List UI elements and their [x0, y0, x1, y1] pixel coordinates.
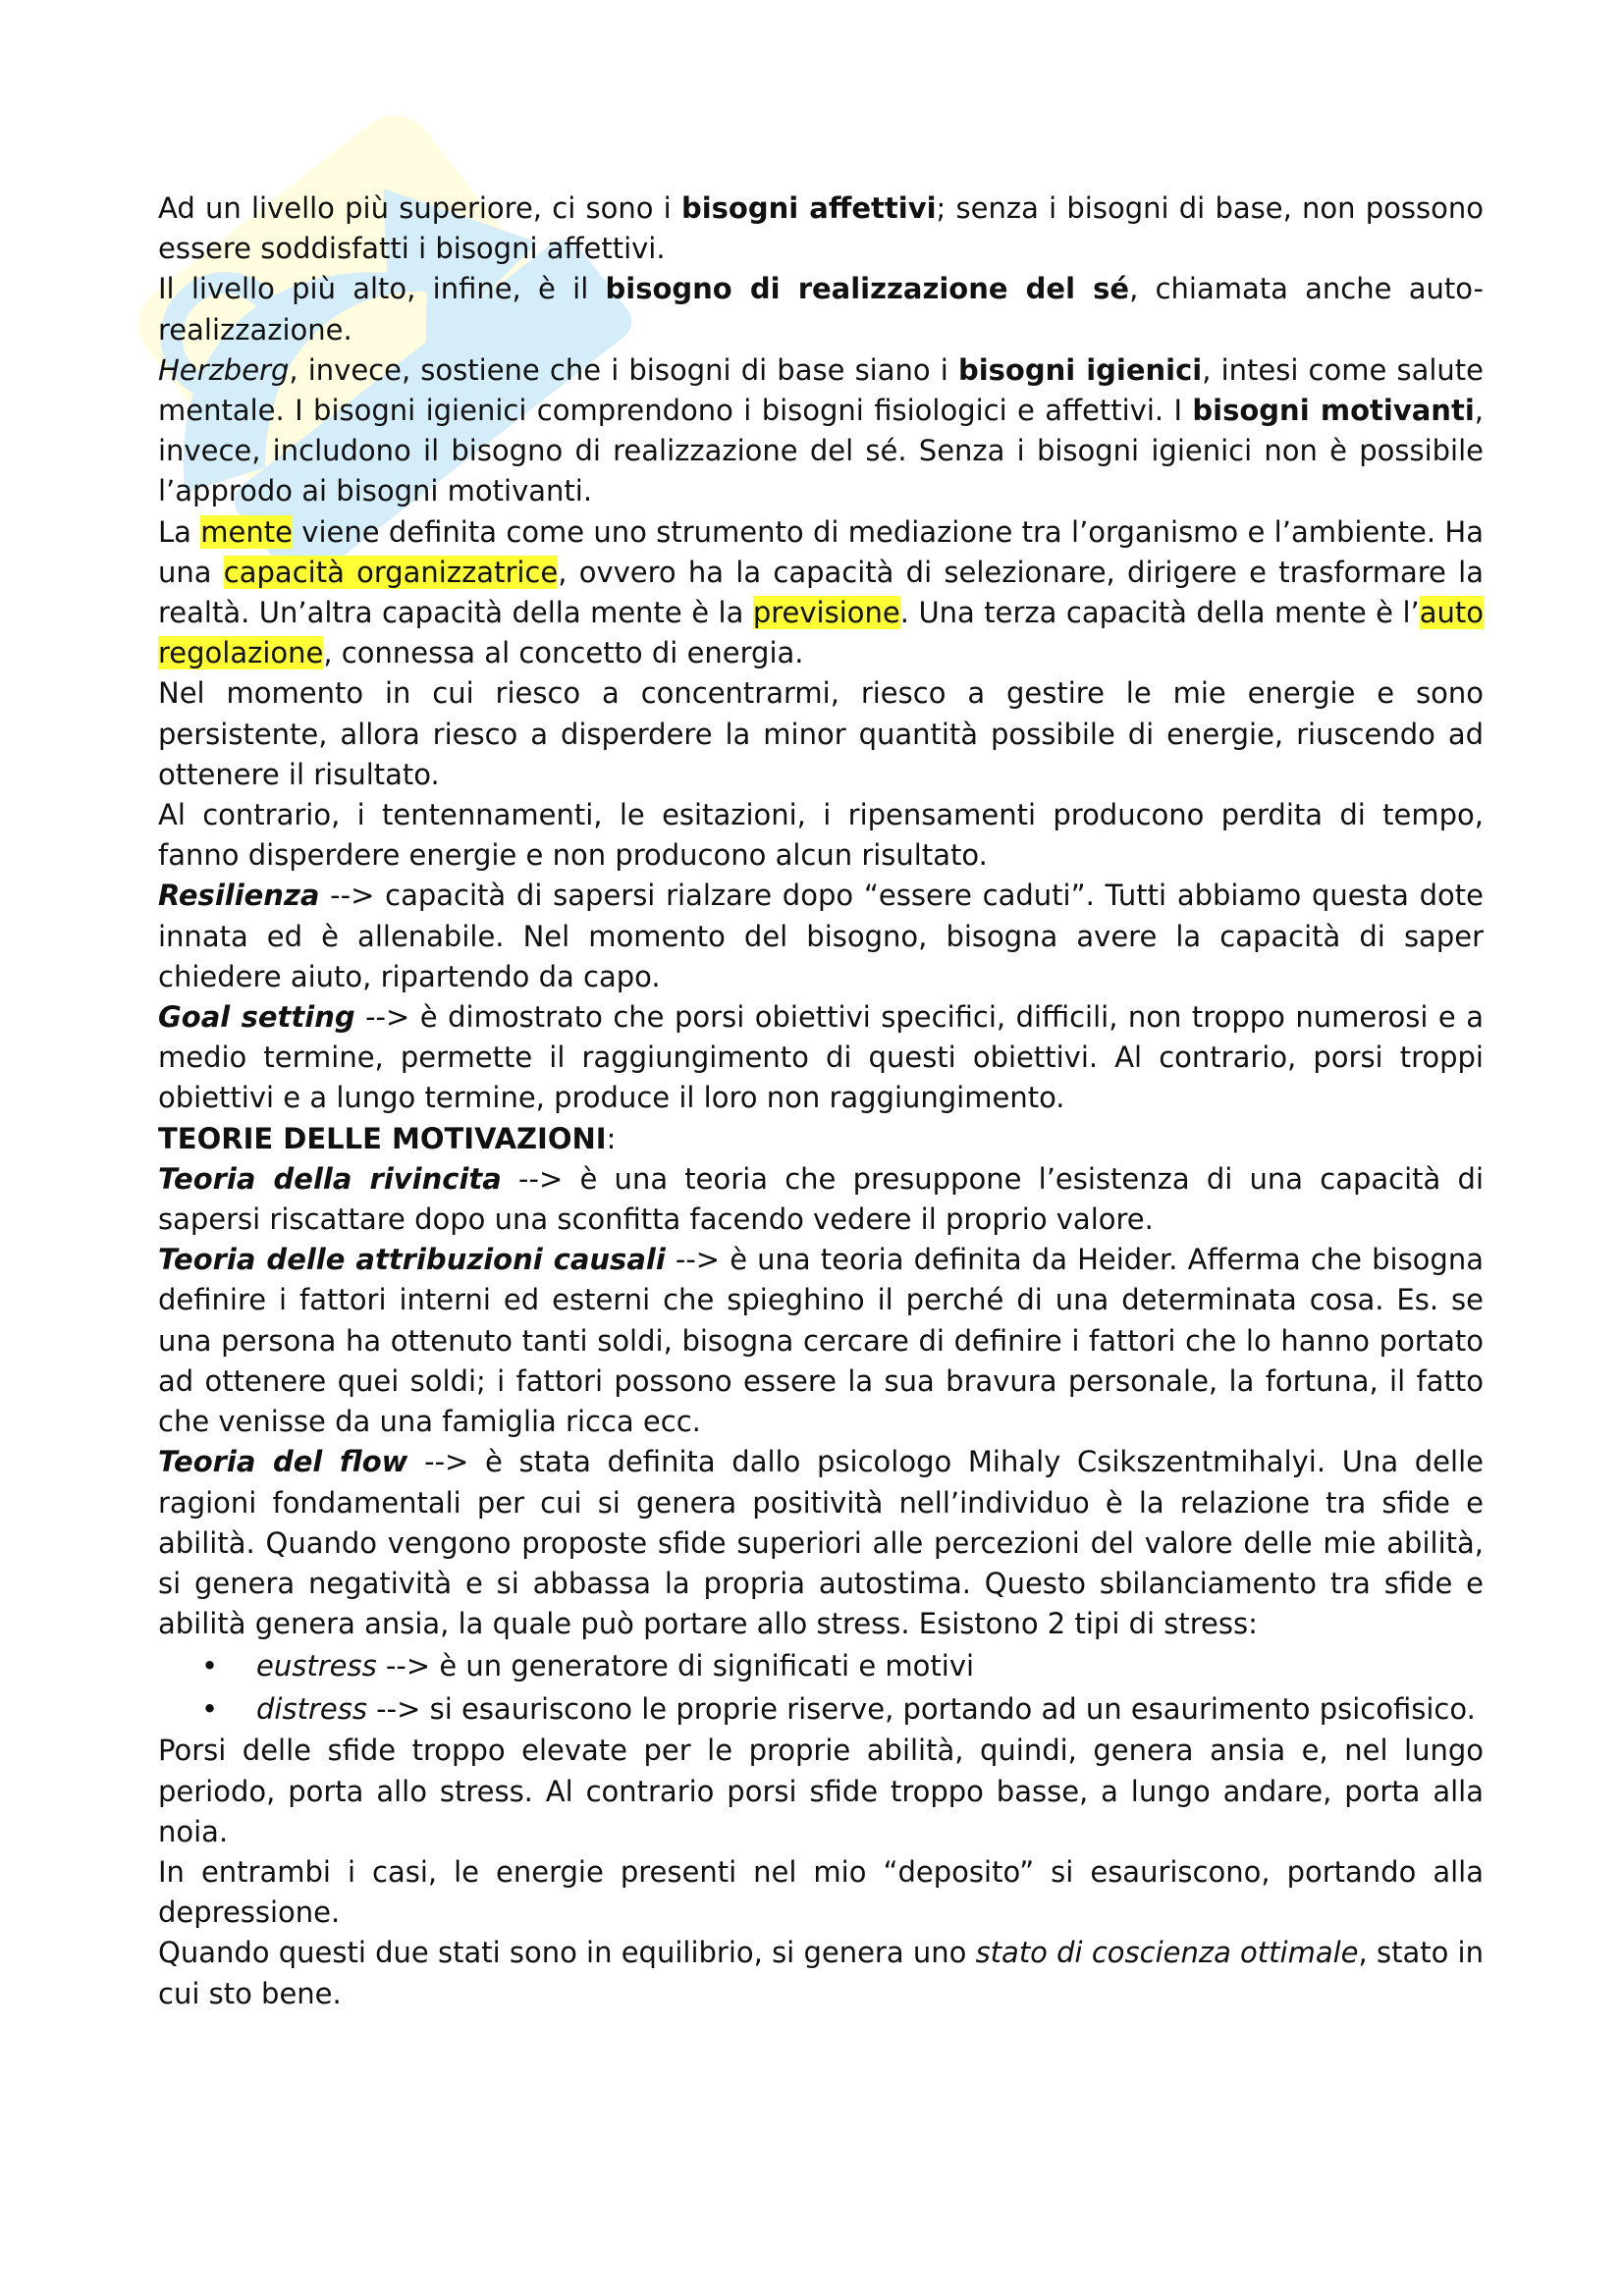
text-segment: --> capacità di sapersi rialzare dopo “essere caduti”. Tutti abbiamo questa dote innata ed è allenabile. Nel momento del bisogno, bisogna avere la capacità di saper chiedere aiuto, ripartendo da capo. [158, 879, 1484, 993]
text-segment: , intesi come salute mentale. I bisogni igienici comprendono i bisogni fisiologici e affettivi. I [158, 352, 1485, 428]
text-segment: , chiamata anche auto-realizzazione. [158, 272, 1484, 347]
text-segment: , ovvero ha la capacità di selezionare, dirigere e trasformare la realtà. Un’altra capacità della mente è la [158, 555, 1484, 630]
text-segment: Porsi delle sfide troppo elevate per le proprie abilità, quindi, genera ansia e, nel lungo periodo, porta allo stress. Al contrario porsi sfide troppo basse, a lungo andare, porta alla noia. [158, 1734, 1484, 1848]
text-segment: Al contrario, i tentennamenti, le esitazioni, i ripensamenti producono perdita di tempo, fanno disperdere energie e non producono alcun risultato. [158, 798, 1484, 873]
paragraph [158, 876, 1484, 997]
text-segment: Ad un livello più superiore, ci sono i [158, 191, 681, 225]
list-item [256, 1687, 1484, 1731]
emphasis-text: bisogni affettivi [680, 191, 937, 225]
paragraph [158, 188, 1484, 269]
emphasis-text: bisogni igienici [957, 352, 1203, 387]
emphasis-text: Teoria delle attribuzioni causali [158, 1243, 666, 1277]
emphasis-text: TEORIE DELLE MOTIVAZIONI [158, 1121, 607, 1155]
emphasis-text: Goal setting [158, 1000, 355, 1035]
emphasis-text: mente [200, 514, 293, 549]
closing-paragraphs [158, 1731, 1484, 2013]
text-segment: --> è un generatore di significati e motivi [376, 1649, 975, 1683]
text-segment: , invece, sostiene che i bisogni di base siano i [289, 352, 958, 387]
text-segment: , connessa al concetto di energia. [323, 636, 804, 670]
text-segment: La [158, 514, 201, 549]
text-segment: In entrambi i casi, le energie presenti nel mio “deposito” si esauriscono, portando alla depressione. [158, 1854, 1484, 1930]
text-segment: viene definita come uno strumento di mediazione tra l’organismo e l’ambiente. Ha una [158, 514, 1484, 589]
paragraph-list [158, 188, 1484, 1644]
paragraph [158, 1731, 1484, 1852]
paragraph [158, 512, 1484, 674]
paragraph [158, 1933, 1484, 2013]
document-body [158, 188, 1484, 2014]
emphasis-text: auto regolazione [158, 596, 1484, 670]
paragraph [158, 1852, 1484, 1933]
emphasis-text: stato di coscienza ottimale [975, 1936, 1359, 1970]
emphasis-text: previsione [752, 596, 900, 630]
emphasis-text: Resilienza [158, 879, 320, 913]
text-segment: , invece, includono il bisogno di realizzazione del sé. Senza i bisogni igienici non è possibile l’approdo ai bisogni motivanti. [158, 394, 1484, 508]
text-segment: --> è stata definita dallo psicologo Mihaly Csikszentmihalyi. Una delle ragioni fondamentali per cui si genera positività nell’individuo è la relazione tra sfide e abilità. Quando vengono proposte sfide superiori alle percezioni del valore delle mie abilità, si genera negatività e si abbassa la propria autostima. Questo sbilanciamento tra sfide e abilità genera ansia, la quale può portare allo stress. Esistono 2 tipi di stress: [158, 1445, 1484, 1641]
emphasis-text: capacità organizzatrice [223, 555, 559, 589]
text-segment: Quando questi due stati sono in equilibrio, si genera uno [158, 1936, 976, 1970]
text-segment: --> è una teoria definita da Heider. Afferma che bisogna definire i fattori interni ed esterni che spieghino il perché di una determinata cosa. Es. se una persona ha ottenuto tanti soldi, bisogna cercare di definire i fattori che lo hanno portato ad ottenere quei soldi; i fattori possono essere la sua bravura personale, la fortuna, il fatto che venisse da una famiglia ricca ecc. [158, 1243, 1484, 1439]
emphasis-text: Teoria del flow [158, 1445, 408, 1479]
paragraph [158, 1119, 1484, 1159]
emphasis-text: Teoria della rivincita [158, 1161, 502, 1196]
emphasis-text: distress [256, 1692, 367, 1727]
emphasis-text: eustress [256, 1649, 377, 1683]
paragraph [158, 997, 1484, 1119]
text-segment: --> è dimostrato che porsi obiettivi specifici, difficili, non troppo numerosi e a medio termine, permette il raggiungimento di questi obiettivi. Al contrario, porsi troppi obiettivi e a lungo termine, produce il loro non raggiungimento. [158, 1000, 1484, 1115]
paragraph [158, 1159, 1484, 1240]
text-segment: , stato in cui sto bene. [158, 1936, 1484, 2010]
emphasis-text: bisogni motivanti [1192, 394, 1475, 428]
text-segment: . Una terza capacità della mente è l’ [899, 596, 1420, 630]
paragraph [158, 795, 1484, 876]
text-segment: --> si esauriscono le proprie riserve, portando ad un esaurimento psicofisico. [366, 1692, 1476, 1727]
paragraph [158, 350, 1484, 512]
text-segment: Il livello più alto, infine, è il [158, 272, 606, 306]
text-segment: ; senza i bisogni di base, non possono essere soddisfatti i bisogni affettivi. [158, 191, 1484, 266]
emphasis-text: Herzberg [158, 352, 290, 387]
text-segment: : [606, 1121, 617, 1155]
text-segment: --> è una teoria che presuppone l’esistenza di una capacità di sapersi riscattare dopo una sconfitta facendo vedere il proprio valore. [158, 1161, 1485, 1237]
stress-types-list [158, 1644, 1484, 1731]
emphasis-text: bisogno di realizzazione del sé [605, 272, 1130, 306]
paragraph [158, 673, 1484, 795]
list-item [256, 1644, 1484, 1687]
paragraph [158, 269, 1484, 349]
paragraph [158, 1442, 1484, 1644]
paragraph [158, 1240, 1484, 1442]
text-segment: Nel momento in cui riesco a concentrarmi, riesco a gestire le mie energie e sono persistente, allora riesco a disperdere la minor quantità possibile di energie, riuscendo ad ottenere il risultato. [158, 676, 1484, 791]
